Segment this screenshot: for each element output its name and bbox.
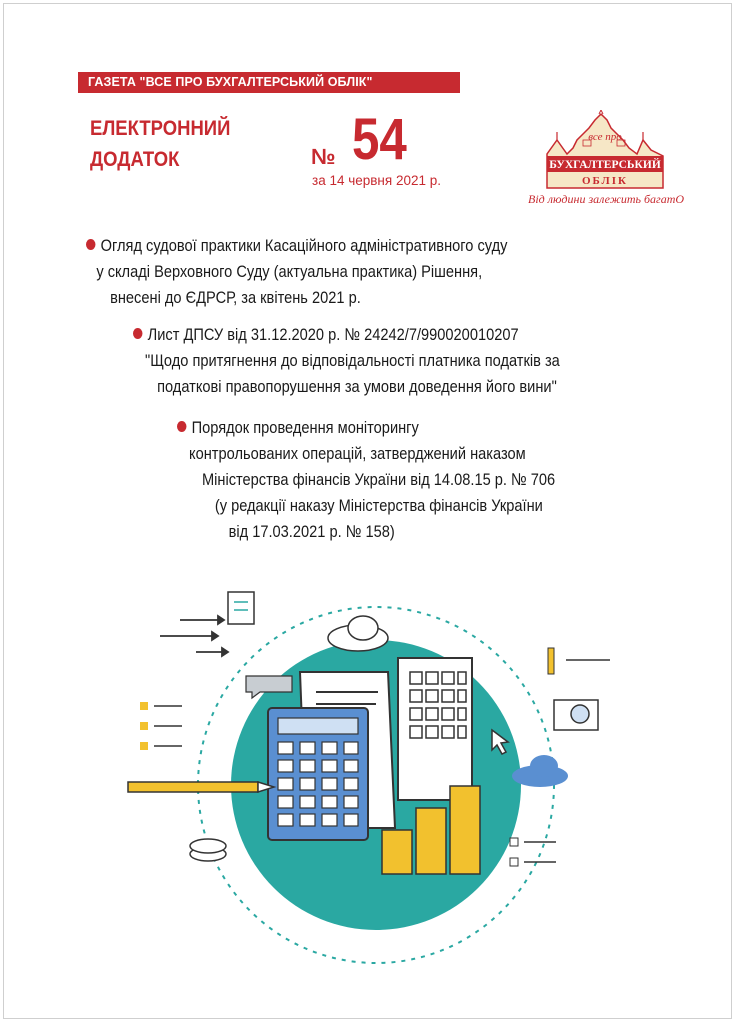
item-line: податкові правопорушення за умови доведення його вини" <box>157 377 557 396</box>
logo-top-text: все про <box>588 131 622 143</box>
item-line: Міністерства фінансів України від 14.08.15 р. № 706 <box>201 470 556 489</box>
item-line: Лист ДПСУ від 31.12.2020 р. № 24242/7/990020010207 <box>147 325 519 344</box>
number-sign: № <box>311 144 336 169</box>
arrows-icon <box>160 616 228 656</box>
list-item <box>133 322 560 400</box>
pen-icon <box>548 648 610 674</box>
bullet-icon <box>133 328 142 339</box>
spreadsheet-icon <box>398 658 472 800</box>
issue-date: за 14 червня 2021 р. <box>312 173 441 188</box>
list-item <box>86 233 507 311</box>
checklist-left-icon <box>140 702 182 750</box>
blue-cloud-icon <box>512 755 568 787</box>
issue-number: 54 <box>352 107 407 172</box>
pencil-icon <box>128 782 274 792</box>
item-line: контрольованих операцій, затверджений наказом <box>189 444 526 463</box>
supplement-title-line2: ДОДАТОК <box>90 148 180 171</box>
checklist-right-icon <box>510 838 556 866</box>
logo-line2: ОБЛІК <box>581 175 629 187</box>
book-search-icon <box>554 700 598 730</box>
logo-slogan: Від людини залежить багатО <box>528 192 685 206</box>
newspaper-logo <box>543 110 667 192</box>
item-line: (у редакції наказу Міністерства фінансів України <box>214 496 543 515</box>
calculator-icon <box>268 708 368 840</box>
item-line: "Щодо притягнення до відповідальності платника податків за <box>145 351 560 370</box>
cloud-icon <box>328 616 388 651</box>
item-line: від 17.03.2021 р. № 158) <box>228 522 395 541</box>
item-line: Порядок проведення моніторингу <box>191 418 419 437</box>
item-line: Огляд судової практики Касаційного адміністративного суду <box>100 236 508 255</box>
bullet-icon <box>177 421 186 432</box>
coins-icon <box>190 839 226 861</box>
supplement-title <box>90 113 230 175</box>
newspaper-banner: ГАЗЕТА "ВСЕ ПРО БУХГАЛТЕРСЬКИЙ ОБЛІК" <box>78 72 460 93</box>
accounting-illustration <box>120 580 630 1020</box>
notepad-icon <box>228 592 254 624</box>
item-line: у складі Верховного Суду (актуальна практика) Рішення, <box>96 262 483 281</box>
logo-line1: БУХГАЛТЕРСЬКИЙ <box>549 159 661 171</box>
bullet-icon <box>86 239 95 250</box>
list-item <box>177 415 555 545</box>
item-line: внесені до ЄДРСР, за квітень 2021 р. <box>110 288 361 307</box>
supplement-title-line1: ЕЛЕКТРОННИЙ <box>90 117 231 140</box>
